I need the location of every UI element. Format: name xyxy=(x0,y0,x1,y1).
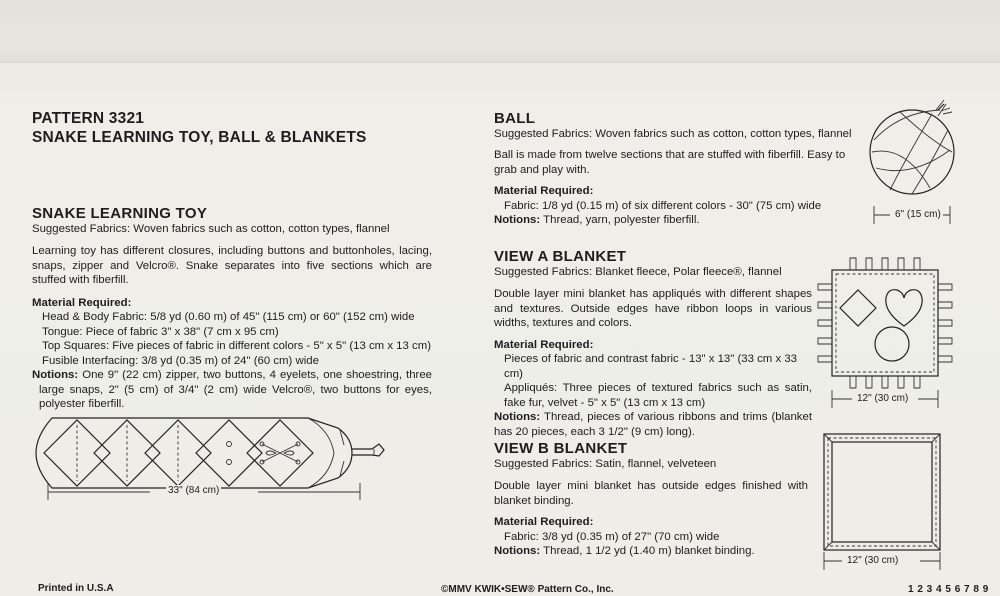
snake-notions-text: One 9" (22 cm) zipper, two buttons, 4 eyelets, one shoestring, three large snaps, 2" (5 cm) of 3/4" (2 cm) wide Velcro®, two buttons for eyes, polyester fiberfill. xyxy=(39,369,432,410)
snake-heading: SNAKE LEARNING TOY xyxy=(32,205,208,222)
ball-heading: BALL xyxy=(494,110,536,127)
view-a-fabrics: Suggested Fabrics: Blanket fleece, Polar fleece®, flannel xyxy=(494,266,782,278)
snake-fabrics: Suggested Fabrics: Woven fabrics such as cotton, cotton types, flannel xyxy=(32,223,390,235)
snake-notions-label: Notions: xyxy=(32,369,79,381)
pattern-title: SNAKE LEARNING TOY, BALL & BLANKETS xyxy=(32,129,367,146)
view-b-material-1: Fabric: 3/8 yd (0.35 m) of 27" (70 cm) wide xyxy=(504,530,720,543)
ball-material-heading: Material Required: xyxy=(494,185,594,197)
view-b-blanket xyxy=(824,434,940,550)
view-a-material-heading: Material Required: xyxy=(494,338,594,351)
ball-notions-label: Notions: xyxy=(494,214,541,226)
view-a-description: Double layer mini blanket has appliqués with different shapes and textures. Outside edges have ribbon loops in various widths, textures and colors. xyxy=(494,288,812,329)
snake-material-3: Top Squares: Five pieces of fabric in different colors - 5" x 5" (13 cm x 13 cm) xyxy=(42,340,431,352)
ball-description: Ball is made from twelve sections that are stuffed with fiberfill. Easy to grab and play with. xyxy=(494,149,846,176)
view-b-fabrics: Suggested Fabrics: Satin, flannel, velveteen xyxy=(494,458,717,470)
view-b-dimension: 12" (30 cm) xyxy=(847,555,899,566)
snake-dimension: 33" (84 cm) xyxy=(168,485,220,496)
view-a-dimension: 12" (30 cm) xyxy=(857,393,909,404)
view-a-heading: VIEW A BLANKET xyxy=(494,248,627,265)
snake-material-1: Head & Body Fabric: 5/8 yd (0.60 m) of 45" (115 cm) or 60" (152 cm) wide xyxy=(42,311,415,323)
ball-material-1: Fabric: 1/8 yd (0.15 m) of six different colors - 30" (75 cm) wide xyxy=(504,199,822,212)
snake-material-heading: Material Required: xyxy=(32,296,132,309)
view-a-notions-label: Notions: xyxy=(494,411,541,423)
snake-material-4: Fusible Interfacing: 3/8 yd (0.35 m) of 24" (60 cm) wide xyxy=(42,354,319,367)
ball-fabrics: Suggested Fabrics: Woven fabrics such as cotton, cotton types, flannel xyxy=(494,128,852,140)
ball-notions-text: Thread, yarn, polyester fiberfill. xyxy=(540,214,700,226)
printed-in: Printed in U.S.A xyxy=(38,583,114,594)
view-b-description: Double layer mini blanket has outside edges finished with blanket binding. xyxy=(494,480,808,507)
copyright: ©MMV KWIK•SEW® Pattern Co., Inc. xyxy=(441,584,614,595)
view-a-material-1: Pieces of fabric and contrast fabric - 13" x 13" (33 cm x 33 cm) xyxy=(504,353,797,380)
view-b-notions-label: Notions: xyxy=(494,545,541,557)
view-a-notions-text: Thread, pieces of various ribbons and trims (blanket has 20 pieces, each 3 1/2" (9 cm) long). xyxy=(494,411,812,438)
view-b-heading: VIEW B BLANKET xyxy=(494,440,628,457)
snake-description: Learning toy has different closures, including buttons and buttonholes, lacing, snaps, zipper and Velcro®. Snake separates into five sections which are stuffed with fiberfill. xyxy=(32,245,432,286)
view-b-material-heading: Material Required: xyxy=(494,516,594,528)
view-b-notions-text: Thread, 1 1/2 yd (1.40 m) blanket binding. xyxy=(540,545,755,557)
ball-dimension: 6" (15 cm) xyxy=(895,209,941,220)
view-a-material-2: Appliqués: Three pieces of textured fabrics such as satin, fake fur, velvet - 5" x 5" (13 cm x 13 cm) xyxy=(504,382,812,409)
print-run-numbers: 1 2 3 4 5 6 7 8 9 xyxy=(908,584,989,595)
pattern-number: PATTERN 3321 xyxy=(32,110,145,127)
snake-material-2: Tongue: Piece of fabric 3" x 38" (7 cm x 95 cm) xyxy=(42,325,279,338)
